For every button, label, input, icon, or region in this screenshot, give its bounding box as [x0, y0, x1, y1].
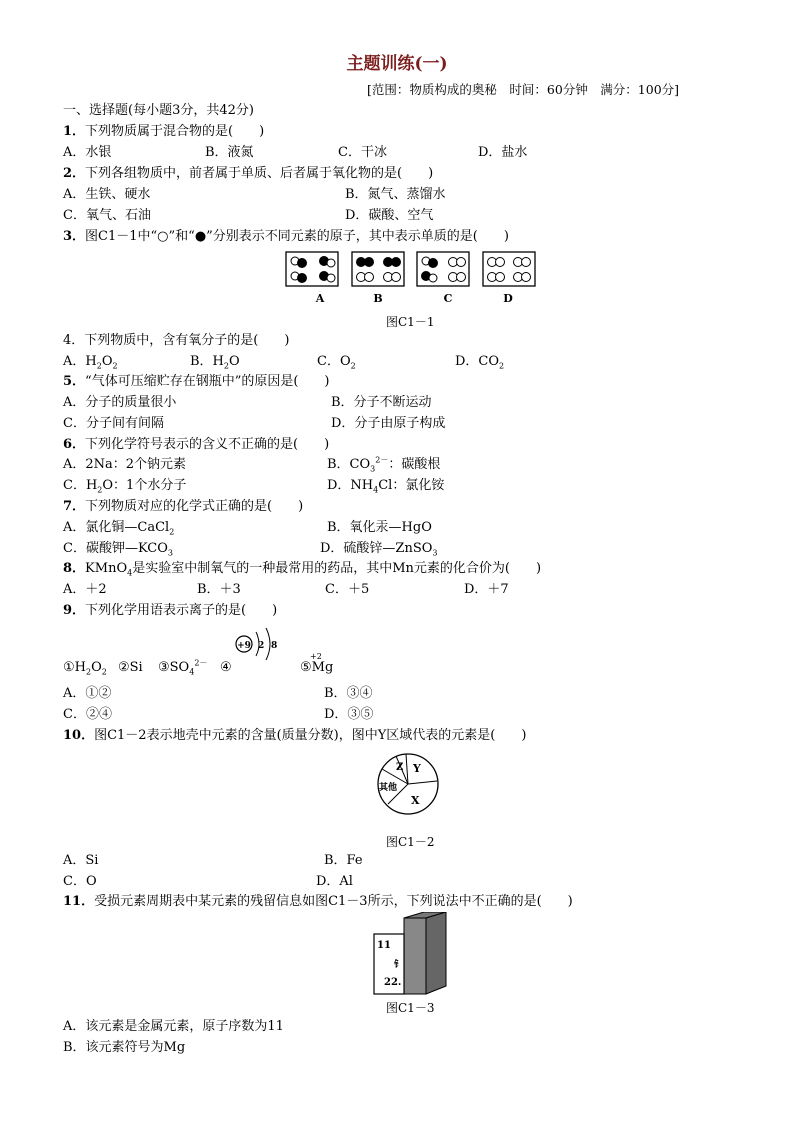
figure-c1-1-caption: 图C1－1 [386, 315, 435, 329]
q9-formula-1: $①H_2O_2$ [63, 660, 107, 677]
q2-option-b: B．氮气、蒸馏水 [345, 187, 446, 202]
q4-option-c: C．$O_2$ [317, 354, 356, 371]
q8-option-d: D．＋7 [464, 582, 509, 597]
question-2: 2．下列各组物质中，前者属于单质、后者属于氧化物的是( ) [63, 166, 434, 181]
q1-option-d: D．盐水 [478, 145, 528, 160]
q6-option-c: C．$H_2O$：1个水分子 [63, 478, 187, 495]
pie-label-x: X [411, 794, 420, 807]
pie-label-y: Y [413, 762, 421, 775]
section-heading: 一、选择题(每小题3分，共42分) [63, 103, 254, 118]
q10-option-d: D．Al [316, 874, 353, 889]
shell-2-electrons: 8 [271, 641, 278, 651]
crust-element-pie [376, 752, 440, 816]
question-1: 1．下列物质属于混合物的是( ) [63, 124, 265, 139]
q1-option-b: B．液氮 [205, 145, 254, 160]
q10-option-a: A．Si [63, 853, 99, 868]
q5-option-d: D．分子由原子构成 [331, 416, 446, 431]
box-d-molecules [488, 258, 531, 282]
q5-option-c: C．分子间有间隔 [63, 416, 164, 431]
atom-structure-diagram [230, 622, 290, 666]
figure-c1-3-caption: 图C1－3 [386, 1001, 435, 1015]
card-atomic-number: 11 [377, 940, 391, 951]
q2-option-d: D．碳酸、空气 [345, 208, 434, 223]
box-c-molecules [422, 257, 466, 282]
q2-option-a: A．生铁、硬水 [63, 187, 151, 202]
q8-option-a: A．＋2 [63, 582, 107, 597]
q9-formula-5: ⑤Mg [300, 660, 334, 675]
q1-option-c: C．干冰 [338, 145, 387, 160]
q9-formula-2: ②Si [118, 660, 143, 675]
q10-option-c: C．O [63, 874, 97, 889]
figure-c1-2-caption: 图C1－2 [386, 835, 435, 849]
periodic-table-fragment [370, 912, 450, 996]
card-radical: 钅 [394, 960, 404, 970]
q9-option-c: C．②④ [63, 707, 112, 722]
q7-option-a: A．氯化铜—CaCl$_2$ [63, 520, 175, 537]
q10-option-b: B．Fe [324, 853, 363, 868]
q11-option-a: A．该元素是金属元素，原子序数为11 [63, 1019, 284, 1034]
pie-label-z: Z [396, 762, 404, 773]
q6-option-d: D．$NH_4Cl$：氯化铵 [327, 478, 445, 495]
subtitle: [范围：物质构成的奥秘 时间：60分钟 满分：100分] [367, 82, 680, 97]
q8-option-c: C．＋5 [325, 582, 370, 597]
q9-option-b: B．③④ [324, 686, 373, 701]
q4-option-b: B．$H_2O$ [190, 354, 240, 371]
q9-mg-valence: +2 [310, 652, 322, 661]
page-title: 主题训练(一) [346, 54, 448, 74]
q6-option-b: B．$CO_3^{2-}$：碳酸根 [327, 455, 441, 474]
q1-option-a: A．水银 [63, 145, 112, 160]
q9-option-d: D．③⑤ [324, 707, 374, 722]
question-5: 5．“气体可压缩贮存在钢瓶中”的原因是( ) [63, 374, 330, 389]
box-a-molecules [291, 257, 335, 283]
q7-option-d: D．硫酸锌—ZnSO$_3$ [320, 541, 438, 558]
question-11: 11．受损元素周期表中某元素的残留信息如图C1－3所示，下列说法中不正确的是( ) [63, 894, 573, 909]
label-a: A [315, 292, 325, 305]
label-c: C [443, 292, 453, 305]
q5-option-b: B．分子不断运动 [331, 395, 432, 410]
q7-option-c: C．碳酸钾$—KCO_3$ [63, 541, 174, 558]
question-10: 10．图C1－2表示地壳中元素的含量(质量分数)，图中Y区域代表的元素是( ) [63, 728, 527, 743]
q9-formula-4: ④ [220, 660, 232, 675]
question-4: 4．下列物质中，含有氧分子的是( ) [63, 333, 290, 348]
q9-option-a: A．①② [63, 686, 112, 701]
nucleus-charge: +9 [237, 641, 251, 651]
pie-label-other: 其他 [379, 783, 398, 793]
q9-formula-3: $③SO_4^{2-}$ [158, 658, 208, 677]
question-8: 8．KMnO$_4$是实验室中制氧气的一种最常用的药品，其中Mn元素的化合价为( ) [63, 561, 542, 578]
box-b-molecules [357, 258, 401, 282]
label-d: D [503, 292, 513, 305]
question-7: 7．下列物质对应的化学式正确的是( ) [63, 499, 304, 514]
card-atomic-mass: 22. [384, 977, 402, 988]
q5-option-a: A．分子的质量很小 [63, 395, 177, 410]
q11-option-b: B．该元素符号为Mg [63, 1040, 186, 1055]
q8-option-b: B．＋3 [197, 582, 241, 597]
q7-option-b: B．氧化汞—HgO [327, 520, 432, 535]
question-9: 9．下列化学用语表示离子的是( ) [63, 603, 278, 618]
question-6: 6．下列化学符号表示的含义不正确的是( ) [63, 437, 330, 452]
q4-option-a: A．$H_2O_2$ [63, 354, 118, 371]
label-b: B [373, 292, 383, 305]
question-3: 3．图C1－1中“○”和“●”分别表示不同元素的原子，其中表示单质的是( ) [63, 229, 509, 244]
q6-option-a: A．2Na：2个钠元素 [63, 457, 187, 472]
q2-option-c: C．氧气、石油 [63, 208, 151, 223]
figure-c1-1 [280, 250, 542, 310]
shell-1-electrons: 2 [258, 641, 265, 651]
q4-option-d: D．$CO_2$ [455, 354, 505, 371]
